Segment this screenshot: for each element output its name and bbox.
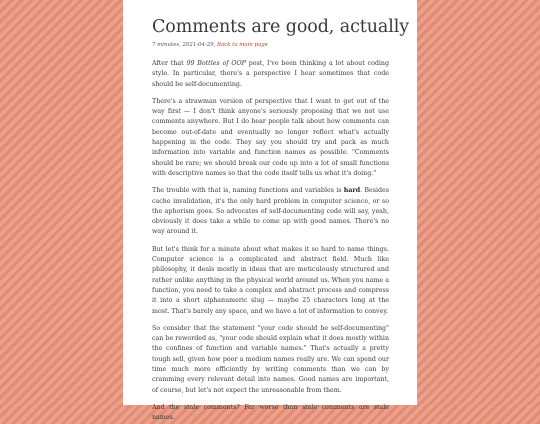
paragraph-6: And the stale comments? Far worse than stale comments are stale names. <box>152 403 389 422</box>
emphasis-hard: hard <box>343 187 361 195</box>
paragraph-2: There's a strawman version of perspective that I want to get out of the way first — I don't think anyone's seriously proposing that we not use comments anywhere. But I do hear people talk about how comments can become out-of-date and eventually no longer reflect what's actually happening in the code. They say you should try and pack as much information into variable and function names as possible. "Comments should be rare; we should break our code up into a lot of small functions with descriptive names so that the code itself tells us what it's doing." <box>152 97 389 177</box>
post-body <box>152 59 389 424</box>
paragraph-3-text-c: . Besides cache invalidation, it's the only hard problem in computer science, or so the aphorism goes. So advocates of self-documenting code will say, yeah, obviously it does take a while to come up with good names. There's no way around it. <box>152 187 389 236</box>
article-page <box>123 0 417 422</box>
paragraph-5: So consider that the statement "your code should be self-documenting" can be reworded as, "your code should explain what it does mostly within the confines of function and variable names." That's actually a pretty tough sell, given how poor a medium names really are. We can spend our time much more efficiently by writing comments than we can by cramming every relevant detail into names. Good names are important, of course, but let's not expect the unreasonable from them. <box>152 324 389 394</box>
paragraph-1-text-c: post, I've been thinking a lot about coding style. In particular, there's a perspective I hear sometimes that code should be self-documenting. <box>152 60 389 88</box>
paragraph-1-text-a: After that <box>152 60 187 67</box>
post-title: Comments are good, actually <box>152 17 409 37</box>
book-title: 99 Bottles of OOP <box>186 60 246 67</box>
post-date: 7 minutes, 2021-04-29, <box>152 42 216 48</box>
paragraph-4: But let's think for a minute about what makes it so hard to name things. Computer science is a complicated and abstract field. Much like philosophy, it deals mostly in ideas that are meticulously structured and rather unlike anything in the physical world around us. When you name a function, you need to take a complex and abstract process and compress it into a short alphanumeric slug — maybe 25 characters long at the most. That's barely any space, and we have a lot of information to convey. <box>152 245 389 315</box>
back-to-main-link[interactable]: Back to main page <box>217 42 268 48</box>
paragraph-3-text-a: The trouble with that is, naming functions and variables is <box>152 187 344 195</box>
paragraph-1 <box>152 59 389 90</box>
paragraph-3 <box>152 186 389 237</box>
post-meta <box>152 41 389 49</box>
